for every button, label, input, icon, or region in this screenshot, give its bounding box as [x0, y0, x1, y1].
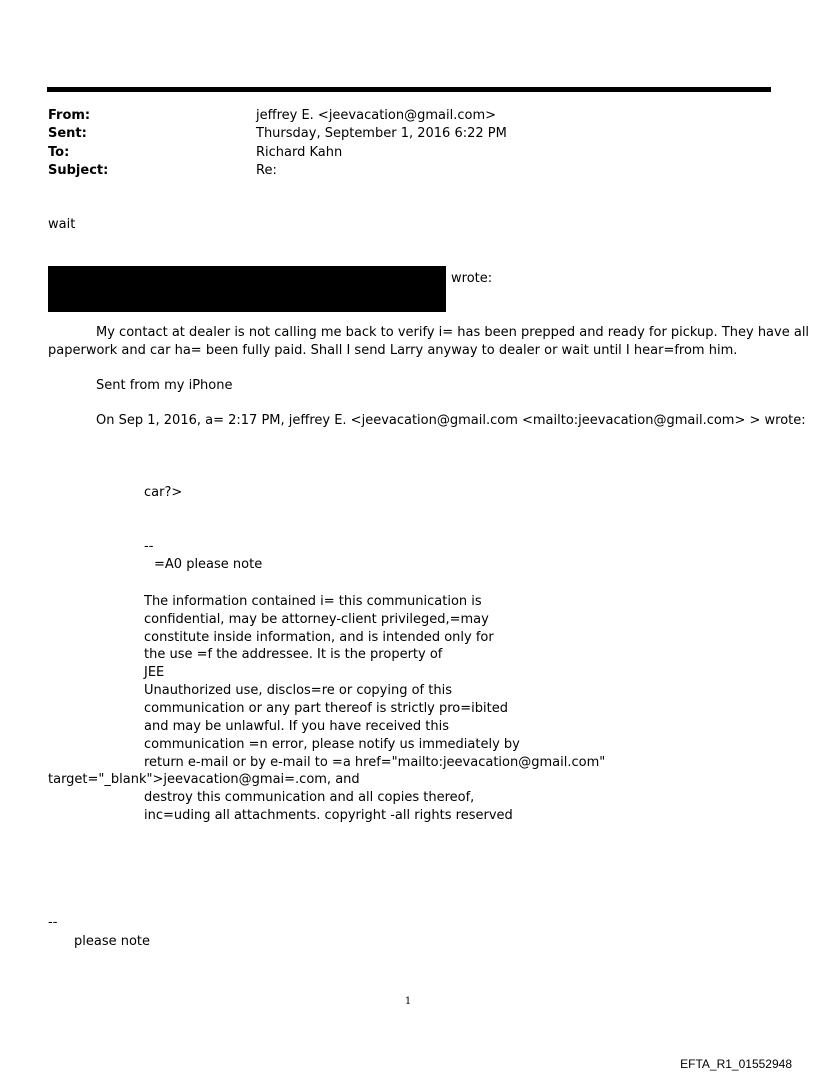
disclaimer-line: return e-mail or by e-mail to =a href="mailto:jeevacation@gmail.com"	[144, 755, 606, 770]
paragraph-line: My contact at dealer is not calling me back to verify i= has been prepped and ready for pickup. They have all	[96, 325, 810, 340]
signature-dashes: --	[48, 915, 58, 930]
bates-number: EFTA_R1_01552948	[680, 1057, 792, 1071]
disclaimer-line: and may be unlawful. If you have received this	[144, 719, 450, 734]
disclaimer-line: the use =f the addressee. It is the property of	[144, 647, 443, 662]
paragraph-line: paperwork and car ha= been fully paid. Shall I send Larry anyway to dealer or wait until I hear=from him.	[48, 343, 738, 358]
to-value: Richard Kahn	[256, 145, 343, 160]
please-note-text: please note	[74, 934, 151, 949]
to-label: To:	[48, 145, 70, 160]
header-rule	[47, 87, 771, 92]
disclaimer-line: inc=uding all attachments. copyright -all rights reserved	[144, 808, 513, 823]
sent-value: Thursday, September 1, 2016 6:22 PM	[256, 126, 507, 141]
disclaimer-line: communication or any part thereof is strictly pro=ibited	[144, 701, 508, 716]
subject-value: Re:	[256, 163, 277, 178]
subject-label: Subject:	[48, 163, 109, 178]
sent-label: Sent:	[48, 126, 87, 141]
body-wait: wait	[48, 217, 76, 232]
disclaimer-line: communication =n error, please notify us immediately by	[144, 737, 520, 752]
please-note-text: =A0 please note	[154, 557, 263, 572]
disclaimer-line: JEE	[144, 665, 165, 680]
car-text: car?>	[144, 485, 183, 500]
disclaimer-line: confidential, may be attorney-client privileged,=may	[144, 612, 489, 627]
quoted-header: On Sep 1, 2016, a= 2:17 PM, jeffrey E. <jeevacation@gmail.com <mailto:jeevacation@gmail.com> > wrote:	[96, 413, 806, 428]
disclaimer-line: The information contained i= this communication is	[144, 594, 482, 609]
sent-from-text: Sent from my iPhone	[96, 378, 233, 393]
disclaimer-line: constitute inside information, and is intended only for	[144, 630, 494, 645]
signature-dashes: --	[144, 539, 154, 554]
disclaimer-line: Unauthorized use, disclos=re or copying of this	[144, 683, 452, 698]
redaction-block	[48, 266, 446, 312]
disclaimer-line: destroy this communication and all copies thereof,	[144, 790, 475, 805]
wrote-text: wrote:	[451, 271, 493, 286]
from-label: From:	[48, 108, 91, 123]
from-value: jeffrey E. <jeevacation@gmail.com>	[256, 108, 496, 123]
disclaimer-line: target="_blank">jeevacation@gmai=.com, and	[48, 772, 360, 787]
page-number: 1	[404, 996, 412, 1007]
